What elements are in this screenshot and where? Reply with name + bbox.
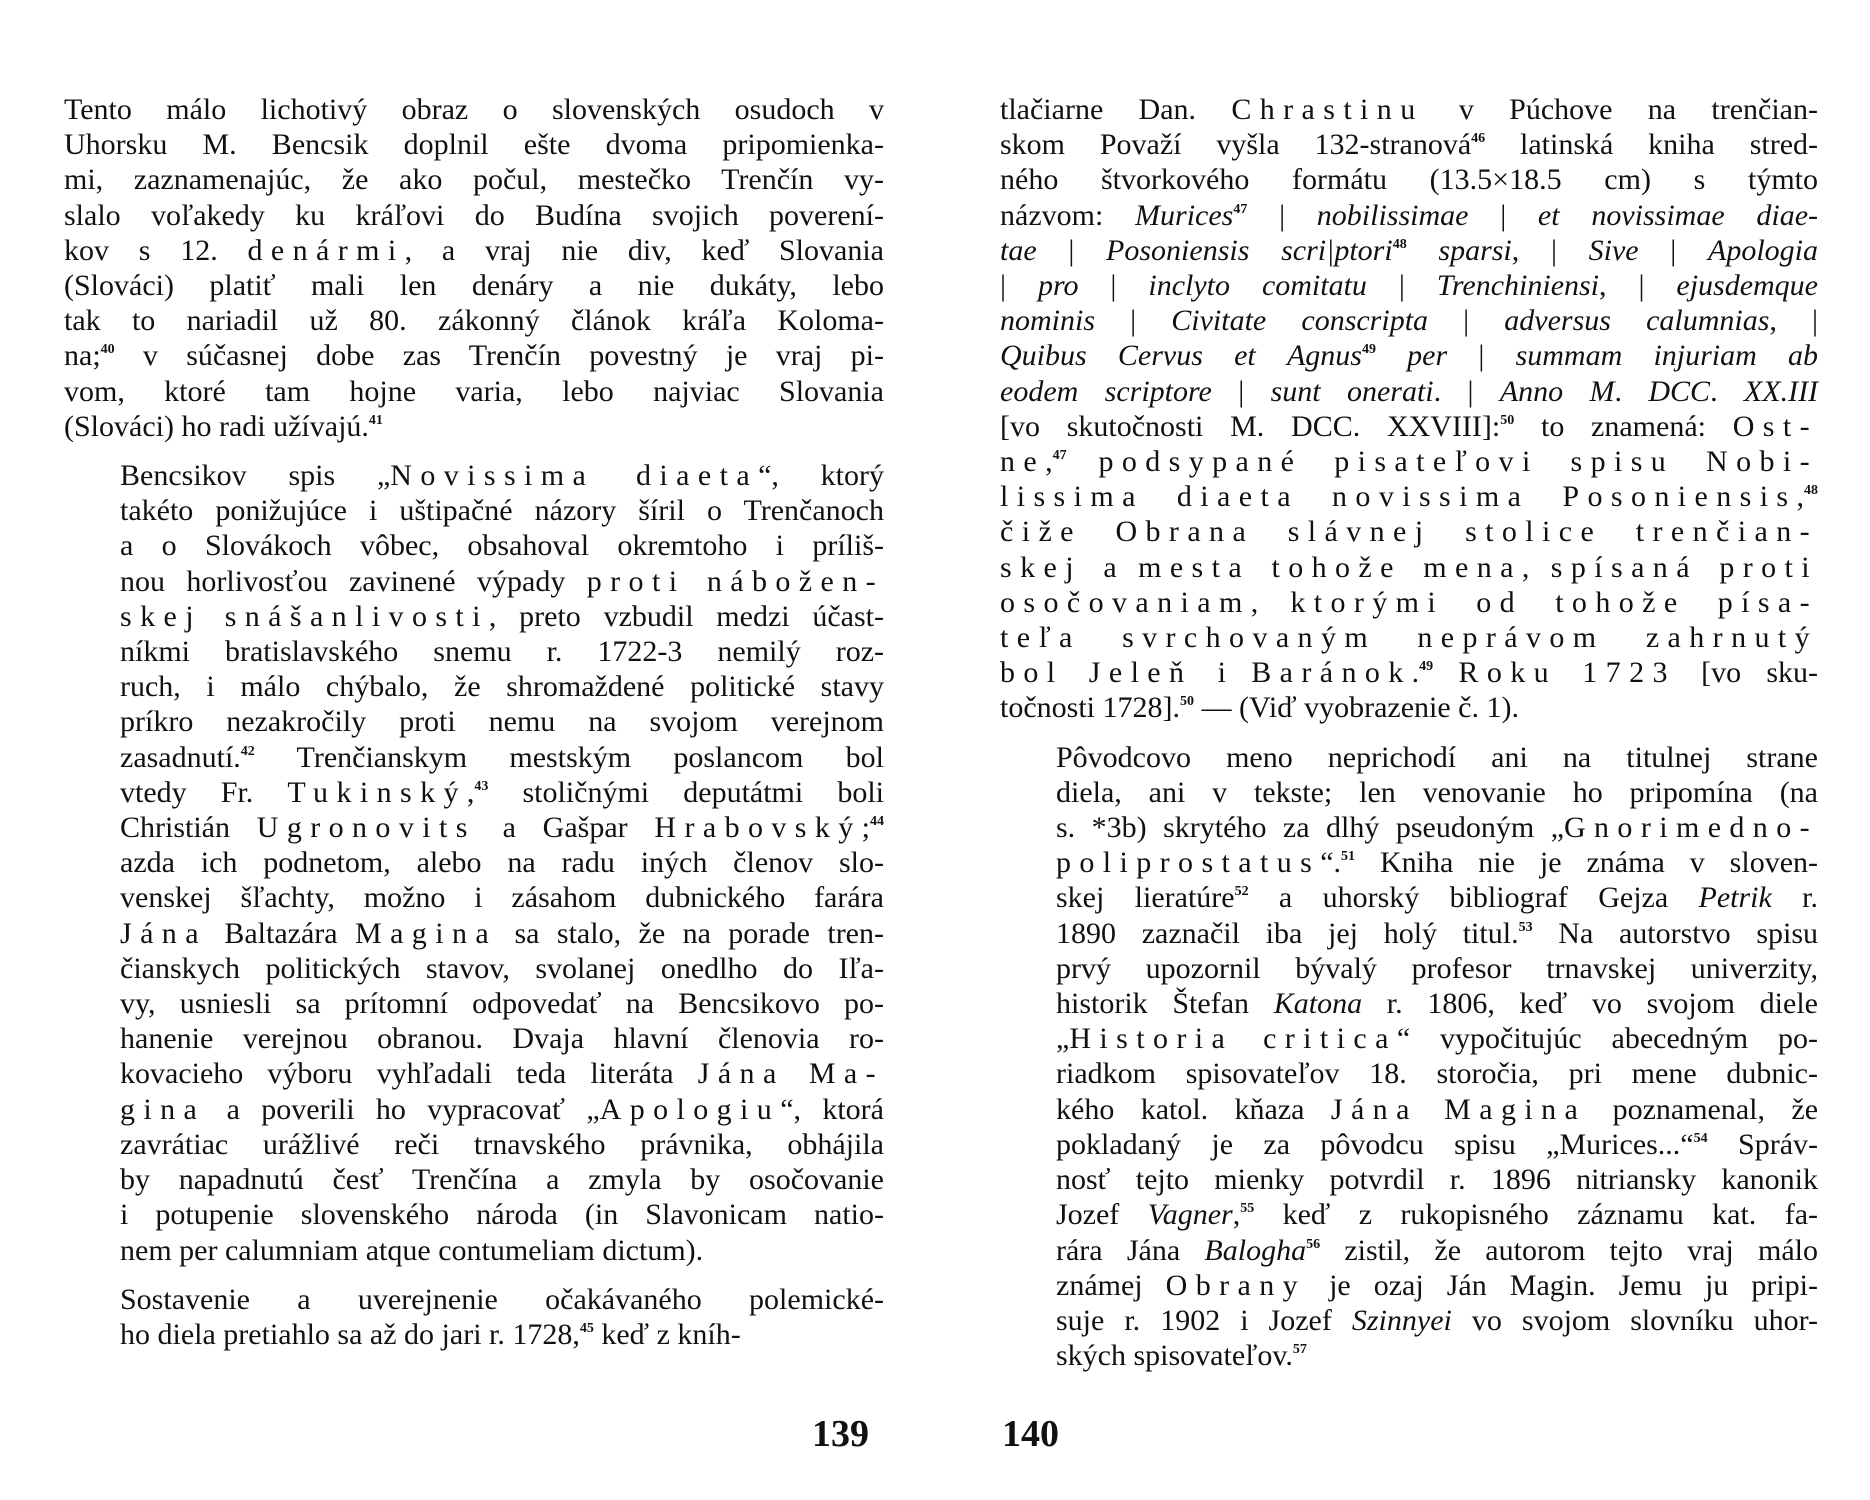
- text-line: (Slováci) ho radi užívajú.$^{41}$: [64, 409, 383, 443]
- text-line: vtedy Fr. Tukinský,$^{43}$ stoličnými deputátmi boli: [120, 775, 884, 809]
- left-page: [64, 92, 884, 1352]
- text-line: Quibus Cervus et Agnus$^{49}$ per | summam injuriam ab: [1000, 339, 1819, 373]
- text-line: Bencsikov spis „Novissima diaeta“, ktorý: [120, 459, 885, 493]
- paragraph: [64, 1282, 884, 1352]
- text-line: Uhorsku M. Bencsik doplnil ešte dvoma pripomienka-: [64, 128, 884, 162]
- text-line: suje r. 1902 i Jozef Szinnyei vo svojom slovníku uhor-: [1056, 1303, 1818, 1337]
- right-page: [1000, 92, 1818, 1373]
- text-line: kovacieho výboru vyhľadali teda literáta Jána Ma-: [120, 1057, 884, 1091]
- text-line: kého katol. kňaza Jána Magina poznamenal, že: [1056, 1092, 1819, 1126]
- text-line: by napadnutú česť Trenčína a zmyla by osočovanie: [120, 1163, 884, 1197]
- text-line: rára Jána Balogha$^{56}$ zistil, že autorom tejto vraj málo: [1056, 1233, 1818, 1267]
- text-line: s. *3b) skrytého za dlhý pseudoným „Gnorimedno-: [1056, 811, 1818, 845]
- text-line: a o Slovákoch vôbec, obsahoval okremtoho i príliš-: [120, 529, 884, 563]
- text-line: lissima diaeta novissima Posoniensis,$^{48}$: [1000, 480, 1819, 514]
- page-number-right: 140: [1002, 1413, 1059, 1455]
- text-line: slalo voľakedy ku kráľovi do Budína svojich poverení-: [64, 198, 884, 232]
- text-line: diela, ani v tekste; len venovanie ho pripomína (na: [1056, 775, 1818, 809]
- text-line: ného štvorkového formátu (13.5×18.5 cm) s týmto: [1000, 163, 1818, 197]
- text-line: príkro nezakročily proti nemu na svojom verejnom: [120, 705, 884, 739]
- text-line: vy, usniesli sa prítomní odpovedať na Bencsikovo po-: [120, 987, 884, 1021]
- text-line: eodem scriptore | sunt onerati. | Anno M. DCC. XX.III: [1000, 374, 1819, 408]
- text-line: venskej šľachty, možno i zásahom dubnického farára: [120, 881, 884, 915]
- text-line: gina a poverili ho vypracovať „Apologiu“, ktorá: [120, 1092, 884, 1126]
- page-number-left: 139: [812, 1413, 869, 1455]
- text-line: skej snášanlivosti, preto vzbudil medzi účast-: [120, 599, 885, 633]
- paragraph: [1000, 92, 1818, 726]
- text-line: osočovaniam, ktorými od tohože písa-: [1000, 585, 1819, 619]
- text-line: zasadnutí.$^{42}$ Trenčianskym mestským poslancom bol: [120, 740, 884, 774]
- text-line: Christián Ugronovits a Gašpar Hrabovský;$^{44}$: [120, 811, 884, 845]
- text-line: i potupenie slovenského národa (in Slavonicam natio-: [120, 1198, 884, 1232]
- text-line: nou horlivosťou zavinené výpady proti nábožen-: [120, 564, 884, 598]
- text-line: kov s 12. denármi, a vraj nie div, keď Slovania: [64, 233, 884, 267]
- text-line: čianskych politických stavov, svolanej onedlho do Iľa-: [120, 951, 884, 985]
- text-line: ruch, i málo chýbalo, že shromaždené politické stavy: [120, 670, 884, 704]
- text-line: zavrátiac urážlivé reči trnavského právnika, obhájila: [120, 1127, 884, 1161]
- text-line: (Slováci) platiť mali len denáry a nie dukáty, lebo: [64, 269, 884, 303]
- text-line: Jána Baltazára Magina sa stalo, že na porade tren-: [120, 916, 884, 950]
- text-line: skej a mesta tohože mena, spísaná proti: [1000, 550, 1819, 584]
- text-line: Sostavenie a uverejnenie očakávaného polemické-: [120, 1282, 884, 1316]
- text-line: nosť tejto mienky potvrdil r. 1896 nitriansky kanonik: [1056, 1163, 1818, 1197]
- text-line: Tento málo lichotivý obraz o slovenských osudoch v: [64, 93, 884, 126]
- text-line: mi, zaznamenajúc, že ako počul, mestečko Trenčín vy-: [64, 163, 884, 197]
- text-line: Jozef Vagner,$^{55}$ keď z rukopisného záznamu kat. fa-: [1056, 1198, 1818, 1232]
- text-line: tlačiarne Dan. Chrastinu v Púchove na trenčian-: [1000, 93, 1818, 126]
- text-line: [vo skutočnosti M. DCC. XXVIII]:$^{50}$ to znamená: Ost-: [1000, 409, 1818, 443]
- text-line: skom Považí vyšla 132-stranová$^{46}$ latinská kniha stred-: [1000, 128, 1818, 162]
- text-line: skej lieratúre$^{52}$ a uhorský bibliograf Gejza Petrik r.: [1056, 881, 1818, 915]
- text-line: nominis | Civitate conscripta | adversus calumnias, |: [1000, 304, 1819, 338]
- text-line: známej Obrany je ozaj Ján Magin. Jemu ju pripi-: [1056, 1268, 1818, 1302]
- paragraph: [64, 458, 884, 1268]
- text-line: | pro | inclyto comitatu | Trenchiniensi, | ejusdemque: [1000, 269, 1818, 303]
- text-line: prvý upozornil bývalý profesor trnavskej univerzity,: [1056, 951, 1818, 985]
- text-line: níkmi bratislavského snemu r. 1722-3 nemilý roz-: [120, 635, 884, 669]
- text-line: nem per calumniam atque contumeliam dictum).: [120, 1233, 704, 1267]
- paragraph: [1000, 740, 1818, 1374]
- text-line: poliprostatus“.$^{51}$ Kniha nie je známa v sloven-: [1056, 846, 1818, 880]
- text-line: čiže Obrana slávnej stolice trenčian-: [1000, 515, 1818, 549]
- paragraph: [64, 92, 884, 444]
- text-line: točnosti 1728].$^{50}$ — (Viď vyobrazenie č. 1).: [1000, 691, 1519, 725]
- text-line: historik Štefan Katona r. 1806, keď vo svojom diele: [1056, 987, 1818, 1021]
- text-line: vom, ktoré tam hojne varia, lebo najviac Slovania: [64, 374, 884, 408]
- text-line: hanenie verejnou obranou. Dvaja hlavní členovia ro-: [120, 1022, 884, 1056]
- text-line: ských spisovateľov.$^{57}$: [1056, 1339, 1307, 1373]
- text-line: tae | Posoniensis scri|ptori$^{48}$ sparsi, | Sive | Apologia: [1000, 233, 1818, 267]
- text-line: Pôvodcovo meno neprichodí ani na titulnej strane: [1056, 740, 1818, 774]
- text-line: 1890 zaznačil iba jej holý titul.$^{53}$ Na autorstvo spisu: [1056, 916, 1818, 950]
- text-line: „Historia critica“ vypočitujúc abecedným po-: [1056, 1022, 1819, 1056]
- text-line: takéto ponižujúce i uštipačné názory šíril o Trenčanoch: [120, 494, 884, 528]
- text-line: teľa svrchovaným neprávom zahrnutý: [1000, 621, 1818, 655]
- text-line: riadkom spisovateľov 18. storočia, pri mene dubnic-: [1056, 1057, 1818, 1091]
- text-line: pokladaný je za pôvodcu spisu „Murices...“$^{54}$ Správ-: [1056, 1127, 1818, 1161]
- text-line: bol Jeleň i Baránok.$^{49}$ Roku 1723 [vo sku-: [1000, 656, 1818, 690]
- text-line: ne,$^{47}$ podsypané pisateľovi spisu Nobi-: [1000, 445, 1819, 479]
- text-line: tak to nariadil už 80. zákonný článok kráľa Koloma-: [64, 304, 884, 338]
- text-line: ho diela pretiahlo sa až do jari r. 1728,45 keď z kníh-: [120, 1317, 741, 1351]
- text-line: názvom: Murices$^{47}$ | nobilissimae | et novissimae diae-: [1000, 198, 1819, 232]
- text-line: azda ich podnetom, alebo na radu iných členov slo-: [120, 846, 884, 880]
- text-line: na;$^{40}$ v súčasnej dobe zas Trenčín povestný je vraj pi-: [64, 339, 884, 373]
